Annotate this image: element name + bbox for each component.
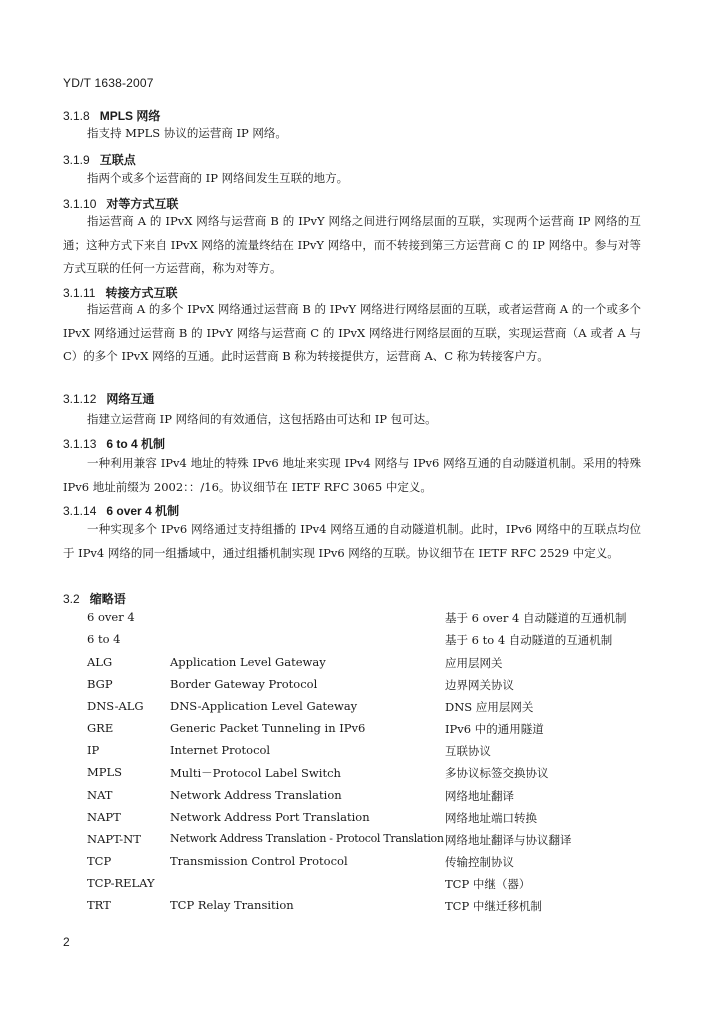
abbreviation-full-name: TCP Relay Transition — [170, 898, 294, 912]
section-number: 3.1.11 — [63, 286, 96, 300]
abbreviation: NAPT-NT — [87, 832, 141, 846]
abbreviation-chinese: 网络地址翻译与协议翻译 — [445, 833, 572, 847]
abbreviation-row — [0, 655, 719, 675]
abbreviation-chinese: IPv6 中的通用隧道 — [445, 722, 544, 736]
abbreviation-row — [0, 898, 719, 918]
abbreviation: TCP — [87, 854, 112, 868]
abbreviation-row — [0, 810, 719, 830]
section-heading — [63, 390, 154, 407]
section-title: 互联点 — [99, 153, 136, 167]
abbreviation-row — [0, 632, 719, 652]
abbreviation-chinese: 网络地址翻译 — [445, 789, 514, 803]
section-heading — [63, 435, 165, 452]
section-number: 3.1.12 — [63, 392, 97, 406]
abbreviation-chinese: 基于 6 over 4 自动隧道的互通机制 — [445, 611, 627, 625]
abbreviation-chinese: 互联协议 — [445, 744, 491, 758]
section-number: 3.1.8 — [63, 109, 90, 123]
abbreviation: ALG — [87, 655, 113, 669]
abbreviation-row — [0, 876, 719, 896]
abbreviation-row — [0, 854, 719, 874]
abbreviation: TCP-RELAY — [87, 876, 155, 890]
section-body: 指运营商 A 的多个 IPvX 网络通过运营商 B 的 IPvY 网络进行网络层面的互联，或者运营商 A 的一个或多个 IPvX 网络通过运营商 B 的 IPvY 网络与运营商 C 的 IPvX 网络进行网络层面的互联，实现运营商（A 或者 A 与 C）的多个 IPvX 网络的互通。此时运营商 B 称为转接提供方，运营商 A、C 称为转接客户方。 — [63, 302, 641, 364]
section-title: 6 over 4 机制 — [106, 504, 180, 518]
abbreviation-full-name: Multi－Protocol Label Switch — [170, 766, 341, 780]
abbreviation-row — [0, 721, 719, 741]
abbreviation: DNS-ALG — [87, 699, 144, 713]
section-heading — [63, 590, 126, 607]
section-title: MPLS 网络 — [99, 109, 161, 123]
abbreviation: GRE — [87, 721, 114, 735]
section-title: 6 to 4 机制 — [106, 437, 166, 451]
section-heading — [63, 502, 179, 519]
abbreviation-row — [0, 743, 719, 763]
section-heading — [63, 151, 136, 168]
section-number: 3.1.9 — [63, 153, 90, 167]
abbreviation: MPLS — [87, 765, 123, 779]
abbreviation-chinese: 基于 6 to 4 自动隧道的互通机制 — [445, 633, 613, 647]
abbreviation-full-name: Application Level Gateway — [170, 655, 326, 669]
abbreviation-row — [0, 699, 719, 719]
abbreviation-full-name: Network Address Translation - Protocol Translation — [170, 832, 444, 845]
abbreviation-chinese: 传输控制协议 — [445, 855, 514, 869]
section-title: 转接方式互联 — [105, 286, 178, 300]
abbreviation: BGP — [87, 677, 113, 691]
section-number: 3.2 — [63, 592, 80, 606]
abbreviation-chinese: 应用层网关 — [445, 656, 503, 670]
abbreviation-chinese: 边界网关协议 — [445, 678, 514, 692]
section-body: 指运营商 A 的 IPvX 网络与运营商 B 的 IPvY 网络之间进行网络层面的互联，实现两个运营商 IP 网络的互通；这种方式下来自 IPvX 网络的流量终结在 IPvY 网络中，而不转接到第三方运营商 C 的 IP 网络中。参与对等方式互联的任何一方运营商，称为对等方。 — [63, 214, 641, 276]
abbreviation: NAT — [87, 788, 113, 802]
section-body: 指两个或多个运营商的 IP 网络间发生互联的地方。 — [87, 171, 349, 185]
abbreviation-row — [0, 610, 719, 630]
document-code: YD/T 1638-2007 — [63, 76, 154, 90]
abbreviation-full-name: Network Address Translation — [170, 788, 342, 802]
abbreviation-full-name: DNS-Application Level Gateway — [170, 699, 358, 713]
abbreviation-full-name: Transmission Control Protocol — [170, 854, 348, 868]
abbreviation-row — [0, 677, 719, 697]
section-body: 一种利用兼容 IPv4 地址的特殊 IPv6 地址来实现 IPv4 网络与 IPv6 网络互通的自动隧道机制。采用的特殊 IPv6 地址前缀为 2002：：/16。协议细节在 IETF RFC 3065 中定义。 — [63, 456, 641, 494]
abbreviation-chinese: TCP 中继（器） — [445, 877, 531, 891]
abbreviation: 6 over 4 — [87, 610, 135, 624]
abbreviation-full-name: Generic Packet Tunneling in IPv6 — [170, 721, 366, 735]
abbreviation-full-name: Network Address Port Translation — [170, 810, 370, 824]
abbreviation: TRT — [87, 898, 111, 912]
abbreviation-full-name: Border Gateway Protocol — [170, 677, 318, 691]
page-number: 2 — [63, 935, 70, 949]
section-title: 缩略语 — [89, 592, 126, 606]
abbreviation: NAPT — [87, 810, 121, 824]
section-title: 对等方式互联 — [106, 197, 179, 211]
section-title: 网络互通 — [106, 392, 155, 406]
section-number: 3.1.14 — [63, 504, 97, 518]
section-number: 3.1.13 — [63, 437, 97, 451]
abbreviation-row — [0, 832, 719, 852]
abbreviation-chinese: 多协议标签交换协议 — [445, 766, 549, 780]
abbreviation-row — [0, 788, 719, 808]
abbreviation-chinese: DNS 应用层网关 — [445, 700, 534, 714]
section-body: 指建立运营商 IP 网络间的有效通信，这包括路由可达和 IP 包可达。 — [87, 412, 437, 426]
abbreviation-full-name: Internet Protocol — [170, 743, 271, 757]
abbreviation: IP — [87, 743, 100, 757]
abbreviation-chinese: TCP 中继迁移机制 — [445, 899, 542, 913]
abbreviation-row — [0, 765, 719, 785]
section-body: 指支持 MPLS 协议的运营商 IP 网络。 — [87, 126, 287, 140]
abbreviation-chinese: 网络地址端口转换 — [445, 811, 537, 825]
section-body: 一种实现多个 IPv6 网络通过支持组播的 IPv4 网络互通的自动隧道机制。此时，IPv6 网络中的互联点均位于 IPv4 网络的同一组播域中，通过组播机制实现 IPv6 网络的互联。协议细节在 IETF RFC 2529 中定义。 — [63, 522, 641, 560]
section-number: 3.1.10 — [63, 197, 97, 211]
abbreviation: 6 to 4 — [87, 632, 121, 646]
